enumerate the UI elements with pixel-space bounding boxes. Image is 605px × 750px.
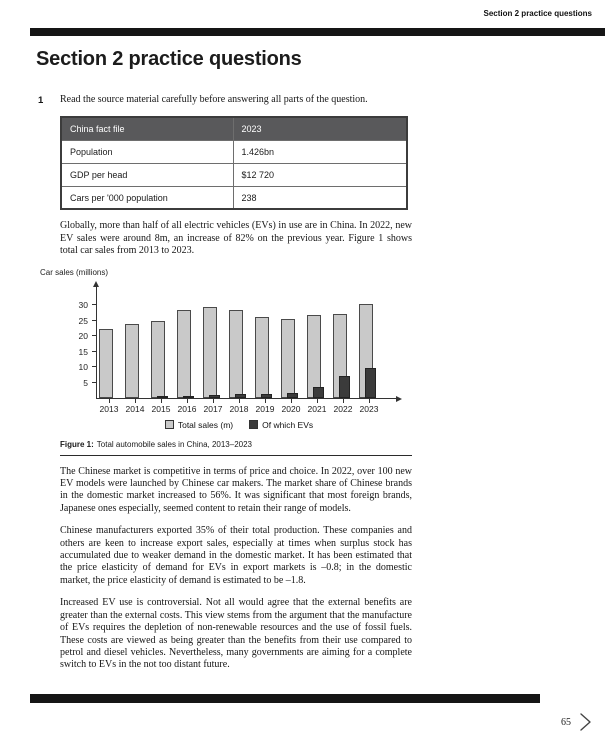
y-axis-arrow-icon [93, 281, 99, 287]
figure1-chart [40, 268, 420, 430]
x-tick [265, 399, 266, 403]
figure-caption-label: Figure 1: [60, 439, 94, 449]
table-header-cell: China fact file [61, 117, 233, 140]
x-tick [213, 399, 214, 403]
bar-total-2015 [151, 321, 165, 398]
y-tick-label: 30 [78, 299, 88, 310]
table-cell-value: $12 720 [233, 163, 407, 186]
page-number: 65 [561, 716, 571, 728]
y-tick [92, 382, 96, 383]
bar-total-2014 [125, 324, 139, 397]
bar-ev-2021 [313, 387, 324, 398]
table-cell-label: Population [61, 140, 233, 163]
running-head: Section 2 practice questions [483, 9, 592, 18]
chevron-right-icon [579, 712, 593, 732]
china-fact-table [60, 116, 408, 210]
page-footer [561, 712, 593, 732]
x-tick [369, 399, 370, 403]
question-1 [38, 94, 412, 672]
x-axis-label: 2017 [203, 403, 223, 414]
x-axis-label: 2018 [229, 403, 249, 414]
legend-swatch [165, 420, 174, 429]
top-divider-bar [30, 28, 605, 36]
x-axis-line [96, 398, 396, 399]
y-tick-label: 20 [78, 331, 88, 342]
legend-label: Of which EVs [262, 419, 314, 430]
bar-ev-2022 [339, 376, 350, 398]
table-row [61, 186, 407, 209]
y-tick-label: 10 [78, 362, 88, 373]
chart-legend [96, 420, 382, 430]
y-tick [92, 335, 96, 336]
x-tick [161, 399, 162, 403]
legend-swatch [249, 420, 258, 429]
x-tick [135, 399, 136, 403]
y-tick-label: 5 [83, 378, 88, 388]
x-tick [317, 399, 318, 403]
x-tick [291, 399, 292, 403]
x-axis-label: 2021 [307, 403, 327, 414]
x-axis-label: 2016 [177, 403, 197, 414]
table-cell-value: 1.426bn [233, 140, 407, 163]
x-tick [343, 399, 344, 403]
x-axis-label: 2019 [255, 403, 275, 414]
y-tick [92, 351, 96, 352]
bar-total-2021 [307, 315, 321, 397]
bar-total-2016 [177, 310, 191, 398]
table-header-cell: 2023 [233, 117, 407, 140]
bottom-divider-bar [30, 694, 540, 703]
question-number: 1 [38, 95, 44, 106]
y-tick [92, 320, 96, 321]
y-axis-line [96, 287, 97, 399]
table-header-row [61, 117, 407, 140]
y-tick [92, 304, 96, 305]
paragraph-exports: Chinese manufacturers exported 35% of their total production. These companies and others are keen to increase export sales, especially at times when surplus stock has accumulated due to weaker demand in the domestic market. It has been estimated that the price elasticity of demand for EVs in export markets is –0.8; in the domestic market, the price elasticity of demand is estimated to be –1.8. [60, 525, 412, 586]
bar-total-2019 [255, 317, 269, 398]
legend-label: Total sales (m) [177, 419, 234, 430]
table-cell-value: 238 [233, 186, 407, 209]
paragraph-externalities: Increased EV use is controversial. Not all would agree that the external benefits are greater than the external costs. This view stems from the argument that the manufacture of EVs requires the depletion of non-renewable resources and the use of fossil fuels. These costs are viewed as being greater than the benefits from their use compared to petrol and diesel vehicles. Nevertheless, many governments are aiming for a complete switch to EVs in the not too distant future. [60, 597, 412, 671]
table-cell-label: GDP per head [61, 163, 233, 186]
x-axis-label: 2014 [125, 403, 145, 414]
x-tick [187, 399, 188, 403]
paragraph-ev-intro: Globally, more than half of all electric vehicles (EVs) in use are in China. In 2022, new EV sales were around 8m, an increase of 82% on the previous year. Figure 1 shows total car sales from 2013 to 2023. [60, 220, 412, 257]
x-tick [109, 399, 110, 403]
table-cell-label: Cars per '000 population [61, 186, 233, 209]
paragraph-market: The Chinese market is competitive in terms of price and choice. In 2022, over 100 new EV models were launched by Chinese car makers. The market share of Chinese brands in the domestic market increased to 56%. It was significant that most foreign brands, Japanese ones especially, seemed content to retain their range of models. [60, 465, 412, 514]
table-row [61, 163, 407, 186]
x-axis-label: 2020 [281, 403, 301, 414]
figure-caption-text: Total automobile sales in China, 2013–2023 [96, 439, 252, 449]
y-tick-label: 25 [78, 315, 88, 326]
x-tick [239, 399, 240, 403]
bar-total-2018 [229, 310, 243, 398]
bar-ev-2023 [365, 368, 376, 398]
y-tick [92, 366, 96, 367]
y-tick-label: 15 [78, 346, 88, 357]
page-title: Section 2 practice questions [36, 48, 302, 70]
legend-item [165, 420, 233, 430]
legend-item [249, 420, 313, 430]
question-intro: Read the source material carefully before answering all parts of the question. [60, 94, 368, 105]
chart-plot [78, 287, 396, 399]
table-row [61, 140, 407, 163]
bar-total-2017 [203, 307, 217, 397]
x-axis-label: 2023 [359, 403, 379, 414]
question-body [40, 94, 412, 672]
x-axis-label: 2022 [333, 403, 353, 414]
x-axis-label: 2013 [99, 403, 119, 414]
x-axis-labels [96, 404, 382, 414]
x-axis-arrow-icon [396, 396, 402, 402]
x-axis-label: 2015 [151, 403, 171, 414]
bar-total-2020 [281, 319, 295, 398]
chart-y-axis-title: Car sales (millions) [40, 267, 109, 277]
bar-total-2013 [99, 329, 113, 398]
figure-caption [60, 440, 412, 456]
